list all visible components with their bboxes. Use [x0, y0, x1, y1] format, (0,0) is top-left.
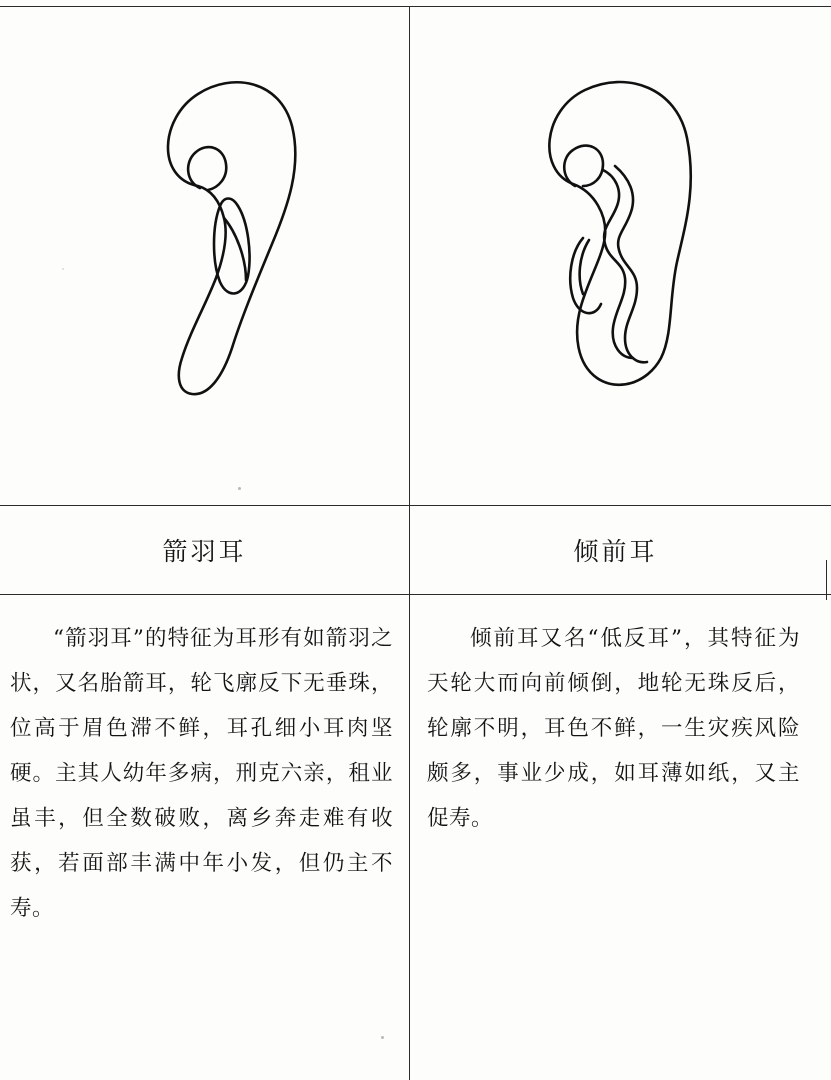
arrow-feather-ear-diagram — [120, 66, 350, 446]
figure-caption-right: 倾前耳 — [573, 536, 658, 566]
figure-row — [0, 6, 831, 505]
text-column-right — [411, 594, 820, 1080]
body-paragraph-right: 倾前耳又名“低反耳”，其特征为天轮大而向前倾倒，地轮无珠反后，轮廓不明，耳色不鲜，一生灾疾风险颇多，事业少成，如耳薄如纸，又主促寿。 — [427, 626, 800, 831]
forward-leaning-ear-diagram — [511, 66, 761, 446]
body-paragraph-left: “箭羽耳”的特征为耳形有如箭羽之状，又名胎箭耳，轮飞廓反下无垂珠，位高于眉色滞不鲜，耳孔细小耳肉坚硬。主其人幼年多病，刑克六亲，租业虽丰，但全数破败，离乡奔走难有收获，若面部丰满中年小发，但仍主不寿。 — [10, 626, 393, 921]
caption-row — [0, 505, 831, 594]
body-text-row — [0, 594, 831, 1080]
text-column-left — [0, 594, 409, 1080]
figure-cell-left — [0, 6, 409, 505]
figure-caption-left: 箭羽耳 — [162, 536, 247, 566]
figure-cell-right — [411, 6, 820, 505]
